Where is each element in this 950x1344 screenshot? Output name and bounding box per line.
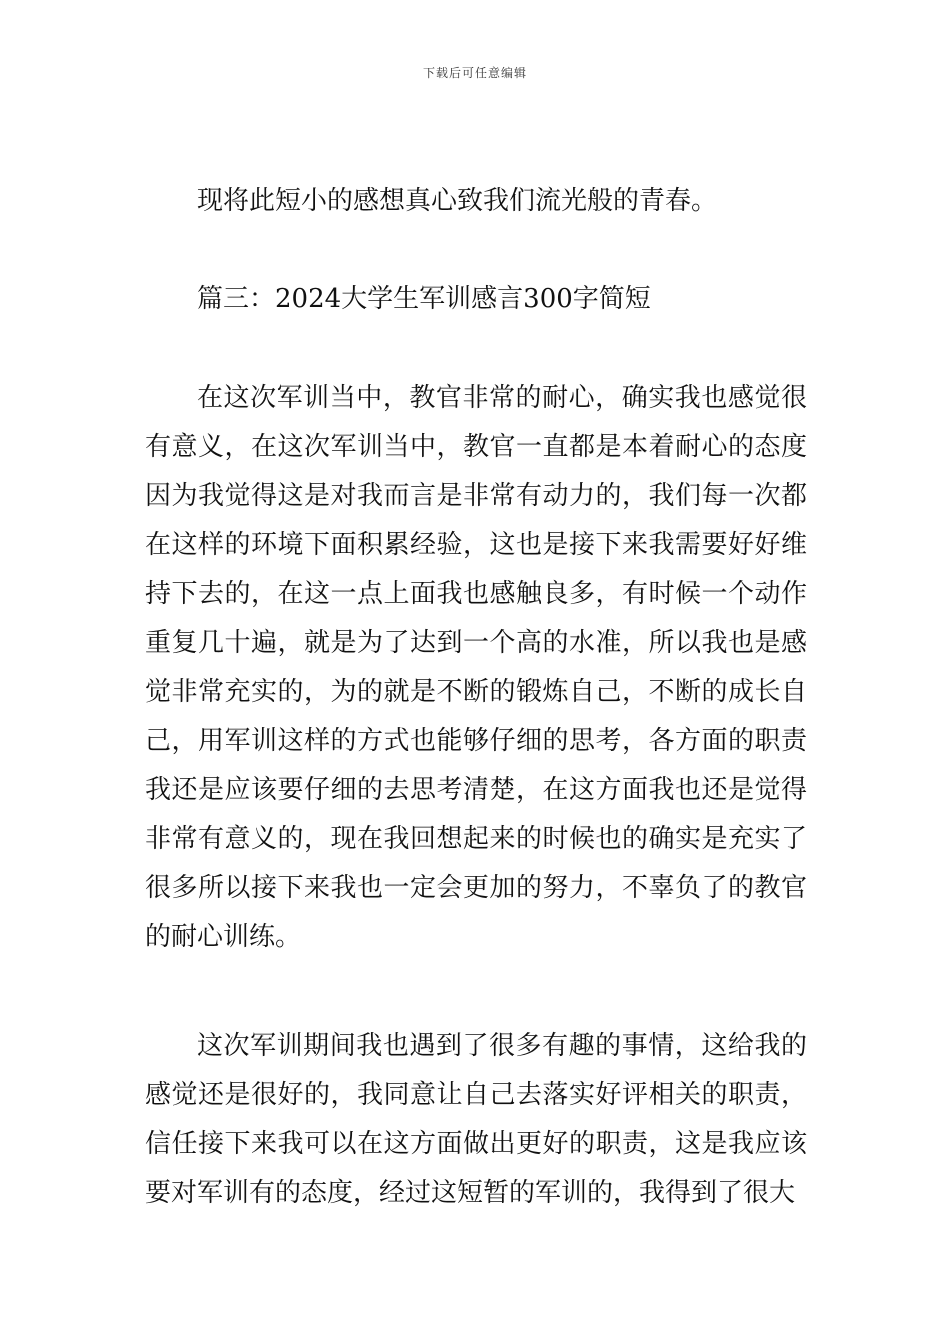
section-title: 篇三：2024大学生军训感言300字简短 bbox=[197, 284, 651, 314]
page-header-note: 下载后可任意编辑 bbox=[422, 66, 527, 80]
paragraph-interesting-things: 这次军训期间我也遇到了很多有趣的事情，这给我的感觉还是很好的，我同意让自己去落实好评相关的职责，信任接下来我可以在这方面做出更好的职责，这是我应该要对军训有的态度，经过这短暂的军训的，我得到了很大 bbox=[145, 1031, 807, 1208]
paragraph-training-reflection: 在这次军训当中，教官非常的耐心，确实我也感觉很有意义，在这次军训当中，教官一直都是本着耐心的态度因为我觉得这是对我而言是非常有动力的，我们每一次都在这样的环境下面积累经验，这也是接下来我需要好好维持下去的，在这一点上面我也感触良多，有时候一个动作重复几十遍，就是为了达到一个高的水准，所以我也是感觉非常充实的，为的就是不断的锻炼自己，不断的成长自己，用军训这样的方式也能够仔细的思考，各方面的职责我还是应该要仔细的去思考清楚，在这方面我也还是觉得非常有意义的，现在我回想起来的时候也的确实是充实了很多所以接下来我也一定会更加的努力，不辜负了的教官的耐心训练。 bbox=[145, 383, 807, 952]
paragraph-closing-line: 现将此短小的感想真心致我们流光般的青春。 bbox=[197, 186, 718, 216]
